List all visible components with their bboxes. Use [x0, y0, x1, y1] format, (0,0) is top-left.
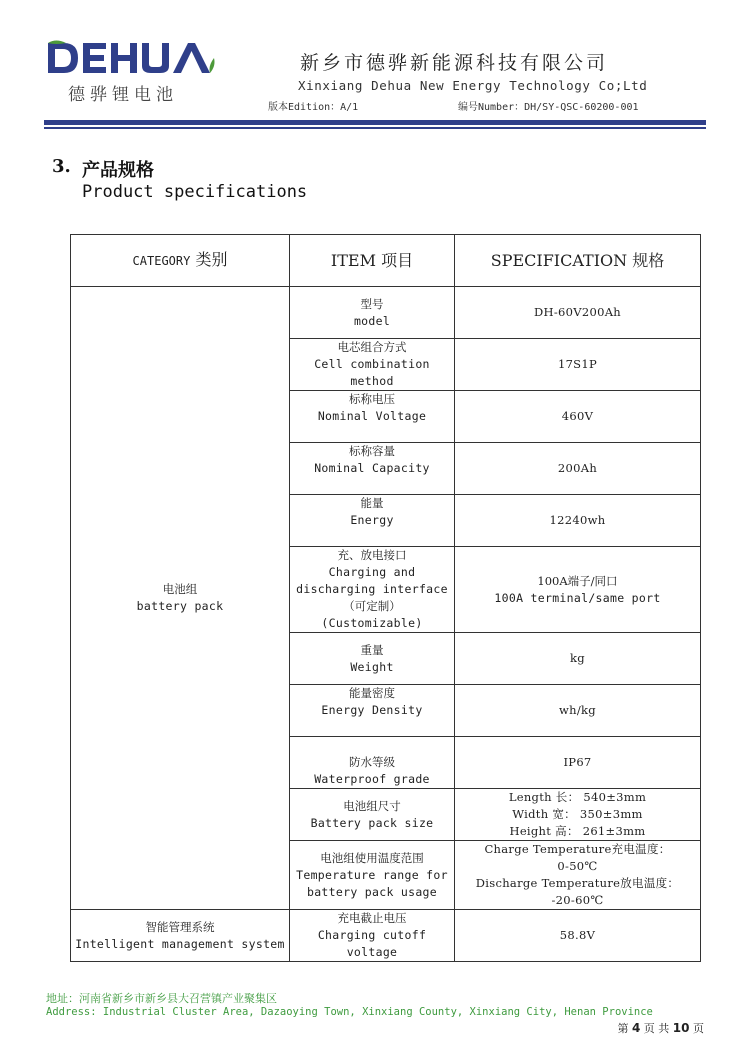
- spec-line-2: 0-50℃: [557, 859, 598, 873]
- spec-line-4: -20-60℃: [551, 893, 604, 907]
- item-en: Waterproof grade: [314, 772, 430, 786]
- item-cn: 能量密度: [349, 686, 395, 700]
- header-item: ITEM 项目: [290, 235, 455, 287]
- table-row: [71, 287, 701, 339]
- header-rule-thick: [44, 120, 706, 125]
- item-en-3: (Customizable): [321, 616, 423, 630]
- dehua-logo-icon: [44, 40, 219, 76]
- item-en-2: battery pack usage: [306, 884, 438, 899]
- spec-cell: 12240wh: [455, 495, 701, 547]
- item-cell: [290, 789, 455, 841]
- item-cn: 防水等级: [349, 755, 395, 769]
- spec-line: Length 长： 540±3mm: [508, 790, 647, 804]
- item-cell: [290, 737, 455, 789]
- page-mid: 页 共: [643, 1022, 670, 1035]
- item-cn-2: （可定制）: [343, 599, 401, 613]
- spec-line-2: Width 宽： 350±3mm: [512, 807, 643, 821]
- item-cn: 电芯组合方式: [337, 340, 407, 354]
- table-row: [71, 910, 701, 962]
- item-en: Charging and: [328, 565, 416, 579]
- footer-address-en: Address: Industrial Cluster Area, Dazaoying Town, Xinxiang County, Xinxiang City, Henan Province: [46, 1006, 653, 1018]
- item-cell: [290, 495, 455, 547]
- spec-line-3: Discharge Temperature放电温度：: [475, 876, 680, 890]
- item-en: Temperature range for: [296, 867, 448, 882]
- spec-line-3: Height 高： 261±3mm: [509, 824, 646, 838]
- table-header-row: [71, 235, 701, 287]
- item-cell: [290, 339, 455, 391]
- spec-table: [70, 234, 701, 962]
- item-cn: 标称电压: [349, 392, 395, 406]
- page-suffix: 页: [693, 1022, 704, 1035]
- page-current: 4: [631, 1021, 641, 1035]
- item-en: model: [353, 313, 391, 328]
- header-category-cn: 类别: [195, 250, 228, 269]
- item-en-2: voltage: [346, 945, 398, 959]
- category-bms: [71, 910, 290, 962]
- spec-cell: wh/kg: [455, 685, 701, 737]
- category-en: battery pack: [136, 599, 224, 613]
- spec-line: 100A端子/同口: [537, 573, 618, 588]
- header-specification: SPECIFICATION 规格: [455, 235, 701, 287]
- logo-chinese-text: 德骅锂电池: [68, 85, 178, 105]
- item-cell: [290, 287, 455, 339]
- item-cell: [290, 391, 455, 443]
- section-number: 3.: [52, 156, 71, 177]
- header-category-en: CATEGORY: [132, 254, 191, 268]
- item-cn: 标称容量: [349, 444, 395, 458]
- spec-cell: DH-60V200Ah: [455, 287, 701, 339]
- spec-line: Charge Temperature充电温度：: [484, 842, 671, 856]
- spec-cell: 58.8V: [455, 910, 701, 962]
- item-en-2: discharging interface: [296, 582, 448, 596]
- item-en: Energy: [350, 513, 394, 527]
- spec-cell: [455, 841, 701, 910]
- spec-cell: 460V: [455, 391, 701, 443]
- item-cell: [290, 633, 455, 685]
- page-total: 10: [672, 1021, 690, 1035]
- spec-cell: kg: [455, 633, 701, 685]
- header-rule-thin: [44, 127, 706, 129]
- company-name-en: Xinxiang Dehua New Energy Technology Co;Ltd: [298, 78, 648, 93]
- section-title-cn: 产品规格: [82, 160, 154, 181]
- item-cn: 能量: [360, 496, 384, 510]
- spec-cell: IP67: [455, 737, 701, 789]
- page-prefix: 第: [617, 1022, 629, 1035]
- item-en-2: method: [350, 374, 394, 388]
- category-battery-pack: [71, 287, 290, 910]
- item-cn: 电池组尺寸: [343, 798, 401, 813]
- item-cn: 型号: [360, 296, 384, 311]
- edition-label: 版本Edition：A/1: [268, 102, 359, 113]
- item-en: Energy Density: [321, 703, 423, 717]
- spec-cell: [455, 789, 701, 841]
- page-number: [617, 1020, 704, 1036]
- item-cell: [290, 841, 455, 910]
- spec-line-2: 100A terminal/same port: [494, 590, 661, 605]
- spec-cell: [455, 547, 701, 633]
- item-en: Weight: [350, 659, 394, 674]
- section-title-en: Product specifications: [82, 182, 308, 202]
- item-en: Nominal Voltage: [317, 409, 427, 423]
- item-cn: 充电截止电压: [337, 911, 407, 925]
- category-en: Intelligent management system: [75, 936, 285, 951]
- spec-cell: 200Ah: [455, 443, 701, 495]
- item-en: Battery pack size: [310, 815, 434, 830]
- item-cn: 充、放电接口: [337, 548, 407, 562]
- document-number: 编号Number：DH/SY-QSC-60200-001: [458, 102, 639, 113]
- item-cell: [290, 443, 455, 495]
- item-en: Cell combination: [314, 357, 430, 371]
- item-cn: 重量: [360, 642, 384, 657]
- item-cn: 电池组使用温度范围: [320, 850, 424, 865]
- spec-cell: 17S1P: [455, 339, 701, 391]
- item-en: Charging cutoff: [317, 928, 427, 942]
- header-category: [71, 235, 290, 287]
- item-en: Nominal Capacity: [314, 461, 430, 475]
- item-cell: [290, 685, 455, 737]
- footer-address-cn: 地址：河南省新乡市新乡县大召营镇产业聚集区: [46, 992, 277, 1005]
- item-cell: [290, 910, 455, 962]
- category-cn: 智能管理系统: [145, 919, 215, 934]
- item-cell: [290, 547, 455, 633]
- category-cn: 电池组: [162, 582, 198, 596]
- company-name-cn: 新乡市德骅新能源科技有限公司: [300, 52, 609, 74]
